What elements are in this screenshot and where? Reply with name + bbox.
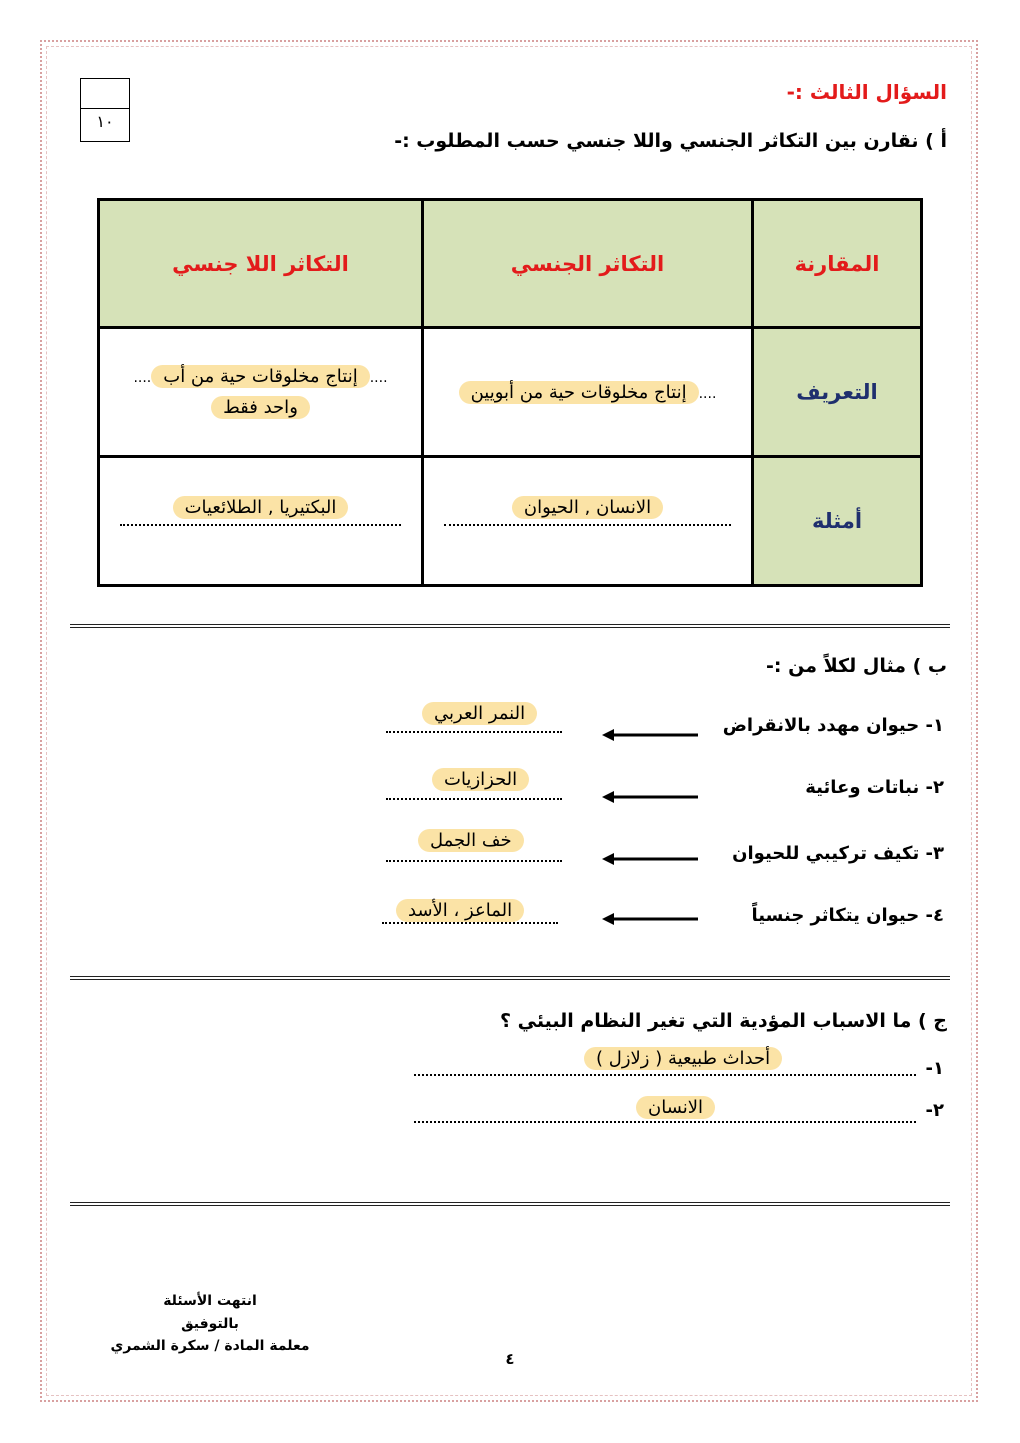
answer-asexual-examples: البكتيريا , الطلائعيات — [173, 496, 349, 519]
cell-asexual-definition: ....إنتاج مخلوقات حية من أب.... واحد فقط — [99, 328, 423, 457]
section-b-title: ب ) مثال لكلاً من :- — [766, 655, 947, 677]
footer-teacher: معلمة المادة / سكرة الشمري — [110, 1338, 310, 1354]
score-value: ١٠ — [96, 112, 114, 131]
cause-answer-1: أحداث طبيعية ( زلازل ) — [584, 1047, 782, 1070]
example-answer-3: خف الجمل — [418, 829, 524, 852]
separator-1 — [70, 624, 950, 628]
cell-sexual-definition: ....إنتاج مخلوقات حية من أبويين — [423, 328, 753, 457]
arrow-icon — [602, 852, 698, 866]
example-answer-2: الحزازيات — [432, 768, 529, 791]
example-answer-4: الماعز ، الأسد — [396, 899, 524, 922]
section-c-title: ج ) ما الاسباب المؤدية التي تغير النظام البيئي ؟ — [499, 1010, 947, 1032]
cause-answer-2: الانسان — [636, 1096, 715, 1119]
footer-end-note: انتهت الأسئلة — [163, 1293, 257, 1309]
separator-3 — [70, 1202, 950, 1206]
cell-asexual-examples — [99, 457, 423, 586]
arrow-icon — [602, 912, 698, 926]
example-prompt-3: ٣- تكيف تركيبي للحيوان — [732, 843, 944, 864]
header-asexual: التكاثر اللا جنسي — [99, 200, 423, 328]
answer-asexual-definition: إنتاج مخلوقات حية من أب — [151, 365, 369, 388]
answer-sexual-definition: إنتاج مخلوقات حية من أبويين — [459, 381, 699, 404]
example-prompt-2: ٢- نباتات وعائية — [805, 777, 944, 798]
arrow-icon — [602, 728, 698, 742]
question-title: السؤال الثالث :- — [786, 80, 947, 104]
score-box — [80, 78, 130, 142]
header-sexual: التكاثر الجنسي — [423, 200, 753, 328]
comparison-table — [97, 198, 923, 587]
example-prompt-4: ٤- حيوان يتكاثر جنسياً — [751, 905, 944, 926]
example-prompt-1: ١- حيوان مهدد بالانقراض — [722, 715, 944, 736]
footer-good-luck: بالتوفيق — [181, 1316, 239, 1332]
page-number: ٤ — [505, 1350, 515, 1368]
arrow-icon — [602, 790, 698, 804]
example-answer-1: النمر العربي — [422, 702, 537, 725]
cause-number-2: ٢- — [925, 1100, 944, 1121]
cell-sexual-examples — [423, 457, 753, 586]
separator-2 — [70, 976, 950, 980]
row-label-definition: التعريف — [753, 328, 922, 457]
section-a-title: أ ) نقارن بين التكاثر الجنسي واللا جنسي حسب المطلوب :- — [394, 130, 947, 152]
row-label-examples: أمثلة — [753, 457, 922, 586]
answer-sexual-examples: الانسان , الحيوان — [512, 496, 663, 519]
cause-number-1: ١- — [925, 1058, 944, 1079]
answer-asexual-definition-line2: واحد فقط — [211, 396, 310, 419]
header-comparison: المقارنة — [753, 200, 922, 328]
